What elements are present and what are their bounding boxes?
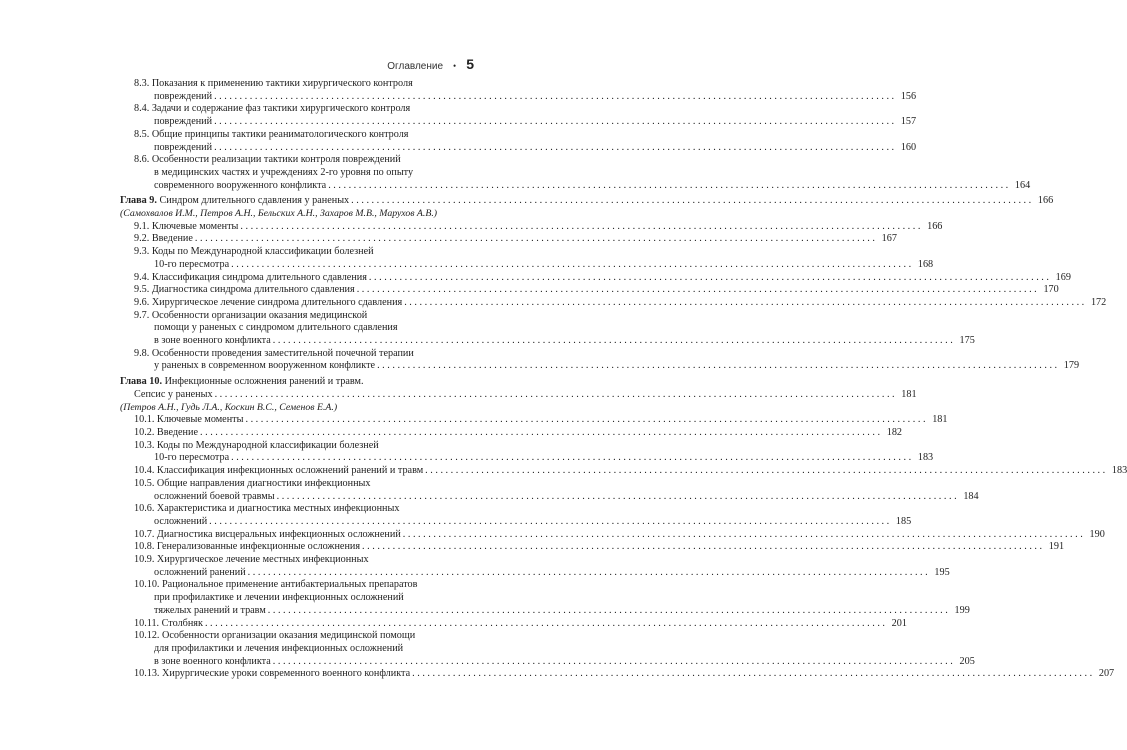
toc-page-number: 183: [1111, 465, 1127, 477]
toc-entry-9-4[interactable]: [120, 271, 1071, 285]
toc-entry-10-9[interactable]: [120, 554, 950, 579]
leader-dots: [214, 91, 894, 104]
toc-entry-9-5[interactable]: [120, 284, 1059, 297]
leader-dots: [214, 116, 894, 129]
toc-entry-text: 10.9. Хирургическое лечение местных инфекционных: [134, 554, 369, 566]
toc-entry-text: 9.2. Введение: [134, 233, 193, 245]
leader-dots: [357, 284, 1037, 297]
leader-dots: [273, 656, 953, 669]
chapter-title: Синдром длительного сдавления у раненых: [159, 195, 350, 207]
toc-page-number: 169: [1055, 271, 1071, 283]
toc-entry-text: 9.5. Диагностика синдрома длительного сдавления: [134, 284, 355, 296]
leader-dots: [369, 272, 1049, 285]
leader-dots: [205, 618, 885, 631]
toc-entry-text: 8.6. Особенности реализации тактики контроля повреждений: [134, 154, 401, 166]
toc-entry-10-13[interactable]: [120, 668, 1115, 681]
toc-entry-9-6[interactable]: [120, 296, 1107, 310]
toc-entry-text: 10.11. Столбняк: [134, 617, 203, 629]
toc-chapter-10[interactable]: [120, 376, 917, 401]
leader-dots: [404, 297, 1084, 310]
toc-page-number: 182: [886, 426, 903, 438]
toc-page-number: 183: [917, 452, 934, 464]
toc-entry-text: помощи у раненых с синдромом длительного сдавления: [154, 322, 398, 334]
toc-page-number: 185: [895, 515, 912, 527]
toc-page-number: 160: [900, 141, 917, 153]
toc-page-number: 179: [1063, 360, 1080, 372]
toc-entry-9-8[interactable]: [120, 347, 1080, 373]
leader-dots: [277, 491, 957, 504]
toc-entry-text: 10.2. Введение: [134, 426, 198, 438]
toc-entry-text: 10.7. Диагностика висцеральных инфекционных осложнений: [134, 528, 401, 540]
toc-entry-text: осложнений боевой травмы: [154, 490, 275, 502]
toc-page-number: 156: [900, 90, 917, 102]
toc-page-number: 191: [1048, 541, 1065, 553]
leader-dots: [195, 233, 875, 246]
toc-page-number: 184: [963, 490, 979, 502]
toc-entry-10-5[interactable]: [120, 477, 979, 503]
toc-entry-8-3[interactable]: [120, 78, 917, 103]
page-number: 5: [466, 56, 474, 72]
toc-entry-10-3[interactable]: [120, 439, 934, 465]
toc-entry-text: 10-го пересмотра: [154, 258, 230, 270]
toc-page-number: 181: [901, 388, 917, 400]
leader-dots: [328, 180, 1008, 193]
leader-dots: [351, 195, 1031, 208]
toc-entry-text: современного вооруженного конфликта: [154, 179, 327, 191]
chapter-title: Сепсис у раненых: [134, 388, 213, 400]
toc-entry-10-8[interactable]: [120, 541, 1065, 554]
toc-entry-9-7[interactable]: [120, 309, 975, 348]
leader-dots: [200, 427, 880, 440]
leader-dots: [248, 567, 928, 580]
toc-entry-10-12[interactable]: [120, 630, 975, 668]
toc-entry-text: 9.8. Особенности проведения заместительной почечной терапии: [134, 347, 414, 359]
toc-entry-9-3[interactable]: [120, 246, 934, 271]
toc-entry-8-5[interactable]: [120, 128, 917, 154]
running-header: [387, 56, 474, 72]
toc-entry-8-6[interactable]: [120, 154, 1031, 192]
chapter-authors: (Самохвалов И.М., Петров А.Н., Бельских А.Н., Захаров М.В., Марухов А.В.): [120, 208, 438, 220]
leader-dots: [412, 668, 1092, 681]
leader-dots: [215, 389, 895, 402]
toc-entry-10-7[interactable]: [120, 528, 1105, 542]
chapter-authors: (Петров А.Н., Гудь Л.А., Коскин В.С., Семенов Е.А.): [120, 401, 338, 413]
header-bullet: •: [453, 61, 457, 71]
toc-entry-9-2[interactable]: [120, 233, 897, 246]
toc-entry-text: 9.3. Коды по Международной классификации болезней: [134, 246, 374, 258]
chapter-label: Глава 9.: [120, 195, 157, 207]
toc-page-number: 170: [1043, 284, 1059, 296]
toc-page-number: 167: [881, 233, 897, 245]
toc-entry-text: 8.4. Задачи и содержание фаз тактики хирургического контроля: [134, 103, 411, 115]
toc-chapter-9[interactable]: [120, 195, 1054, 208]
toc-page-number: 166: [927, 220, 943, 232]
toc-entry-10-10[interactable]: [120, 579, 970, 617]
toc-entry-10-6[interactable]: [120, 503, 912, 528]
toc-entry-text: 9.4. Классификация синдрома длительного сдавления: [134, 271, 367, 283]
toc-entry-10-1[interactable]: [120, 414, 948, 427]
toc-entry-text: осложнений ранений: [154, 566, 246, 578]
leader-dots: [240, 221, 920, 234]
toc-entry-8-4[interactable]: [120, 103, 917, 128]
leader-dots: [231, 452, 911, 465]
toc-page-number: 190: [1089, 528, 1105, 540]
toc-entry-text: 10.12. Особенности организации оказания медицинской помощи: [134, 630, 416, 642]
toc-entry-text: в зоне военного конфликта: [154, 655, 271, 667]
toc-entry-text: 9.1. Ключевые моменты: [134, 220, 239, 232]
toc-entry-text: 10.1. Ключевые моменты: [134, 414, 244, 426]
toc-page-number: 201: [891, 617, 907, 629]
toc-page-number: 166: [1037, 195, 1054, 207]
toc-page-number: 195: [934, 566, 950, 578]
leader-dots: [403, 529, 1083, 542]
leader-dots: [362, 541, 1042, 554]
toc-entry-text: повреждений: [154, 90, 213, 102]
leader-dots: [231, 259, 911, 272]
toc-page-number: 199: [954, 604, 970, 616]
toc-entry-10-4[interactable]: [120, 465, 1127, 478]
toc-entry-text: осложнений: [154, 515, 208, 527]
leader-dots: [425, 465, 1105, 478]
toc-entry-text: 10-го пересмотра: [154, 452, 230, 464]
toc-entry-text: 9.7. Особенности организации оказания медицинской: [134, 309, 368, 321]
leader-dots: [377, 360, 1057, 373]
toc-entry-text: 8.3. Показания к применению тактики хирургического контроля: [134, 78, 413, 89]
toc-page-number: 168: [917, 258, 934, 270]
toc-entry-text: 10.10. Рациональное применение антибактериальных препаратов: [134, 579, 418, 591]
leader-dots: [214, 142, 894, 155]
toc-page-number: 164: [1014, 179, 1031, 191]
toc-entry-10-2[interactable]: [120, 426, 903, 440]
toc-entry-text: 10.3. Коды по Международной классификации болезней: [134, 439, 379, 451]
toc-entry-text: 10.5. Общие направления диагностики инфекционных: [134, 477, 371, 489]
toc-entry-text: 9.6. Хирургическое лечение синдрома длительного сдавления: [134, 296, 403, 308]
chapter-label: Глава 10.: [120, 376, 163, 388]
toc-entry-text: при профилактике и лечении инфекционных осложнений: [154, 592, 404, 604]
toc-entry-text: 10.13. Хирургические уроки современного военного конфликта: [134, 668, 411, 680]
toc-entry-text: в медицинских частях и учреждениях 2-го уровня по опыту: [154, 166, 414, 178]
toc-page-number: 205: [959, 655, 975, 667]
toc-entry-text: 10.4. Классификация инфекционных осложнений ранений и травм: [134, 465, 424, 477]
running-title: Оглавление: [387, 61, 444, 72]
toc-page-number: 172: [1090, 296, 1107, 308]
leader-dots: [245, 414, 925, 427]
toc-entry-text: для профилактики и лечения инфекционных осложнений: [154, 642, 404, 654]
toc-page-number: 181: [932, 414, 948, 426]
toc-entry-text: 10.8. Генерализованные инфекционные осложнения: [134, 541, 361, 553]
toc-page-number: 157: [900, 116, 917, 128]
toc-entry-text: повреждений: [154, 116, 213, 128]
toc-page-number: 175: [959, 335, 975, 347]
toc-entry-text: тяжелых ранений и травм: [154, 604, 266, 616]
toc-entry-text: в зоне военного конфликта: [154, 335, 271, 347]
toc-page-number: 207: [1098, 668, 1115, 680]
leader-dots: [273, 335, 953, 348]
toc-entry-text: 8.5. Общие принципы тактики реаниматологического контроля: [134, 128, 409, 140]
toc-entry-text: у раненых в современном вооруженном конфликте: [154, 360, 376, 372]
leader-dots: [268, 605, 948, 618]
toc-entry-text: 10.6. Характеристика и диагностика местных инфекционных: [134, 503, 400, 515]
toc-entry-text: повреждений: [154, 141, 213, 153]
toc-entry-9-1[interactable]: [120, 220, 943, 234]
chapter-title: Инфекционные осложнения ранений и травм.: [164, 376, 364, 388]
toc-entry-10-11[interactable]: [120, 617, 907, 631]
table-of-contents: [120, 78, 1127, 681]
leader-dots: [209, 516, 889, 529]
